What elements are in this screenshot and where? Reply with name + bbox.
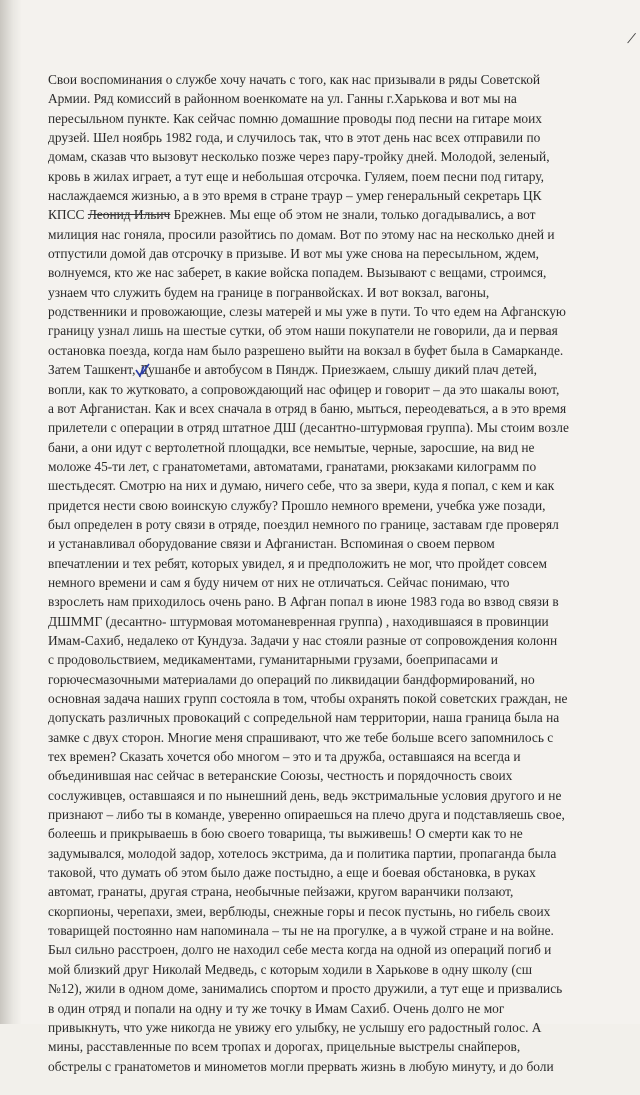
text-line: друзей. Шел ноябрь 1982 года, и случилось так, что в этот день нас всех отправили по xyxy=(48,130,541,146)
text-line: волнуемся, кто же нас заберет, в какие войска попадем. Вызывают с вещами, строимся, xyxy=(48,265,547,281)
text-line: задумывался, молодой задор, хотелось экстрима, да и политика партии, пропаганда была xyxy=(48,845,557,861)
text-line: мой близкий друг Николай Медведь, с которым ходили в Харькове в одну школу (сш xyxy=(48,961,533,977)
text-line: кровь в жилах играет, а тут еще и небольшая отсрочка. Гуляем, поем песни под гитару, xyxy=(48,168,544,184)
text-line: и устанавливал оборудование связи и Афганистан. Вспоминая о своем первом xyxy=(48,536,495,552)
text-line: Имам-Сахиб, недалеко от Кундуза. Задачи у нас стояли разные от сопровождения колонн xyxy=(48,632,558,648)
text-line: шестьдесят. Смотрю на них и думаю, ничего себе, что за звери, куда я попал, с кем и как xyxy=(48,478,555,494)
pen-mark: / xyxy=(625,27,638,49)
text-line: родственники и провожающие, слезы матерей и мы уже в пути. То что едем на Афганскую xyxy=(48,304,566,320)
text-line: границу узнал лишь на шестые сутки, об этом наши покупатели не говорили, да и первая xyxy=(48,323,558,339)
text-line: домам, сказав что вызовут несколько позже через пару-тройку дней. Молодой, зеленый, xyxy=(48,149,550,165)
text-line: бани, а они идут с вертолетной площадки, все немытые, черные, заросшие, на вид не xyxy=(48,439,535,455)
text-line: горючесмазочными материалами до операций по ликвидации бандформирований, но xyxy=(48,671,535,687)
text-line: впечатлении и тех ребят, которых увидел, я и предположить не мог, что пройдет совсем xyxy=(48,555,547,571)
text-line: с продовольствием, медикаментами, гуманитарными грузами, боеприпасами и xyxy=(48,652,498,668)
text-line: моложе 45-ти лет, с гранатометами, автоматами, гранатами, рюкзаками килограмм по xyxy=(48,458,537,474)
text-line: прилетели с операции в отряд штатное ДШ (десантно-штурмовая группа). Мы стоим возле xyxy=(48,420,569,436)
text-line: ДШММГ (десантно- штурмовая мотоманевренная группа) , находившаяся в провинции xyxy=(48,613,549,629)
text-line: тех времен? Сказать хочется обо многом – это и та дружба, оставшаяся на всегда и xyxy=(48,749,521,765)
text-line: Был сильно расстроен, долго не находил себе места когда на одной из операций погиб и xyxy=(48,942,552,958)
text-line: был определен в роту связи в отряде, поездил немного по границе, заставам где проверял xyxy=(48,516,559,532)
text-line: наслаждаемся жизнью, а в это время в стране траур – умер генеральный секретарь ЦК xyxy=(48,188,542,204)
text-line: Затем Ташкент, Душанбе и автобусом в Пяндж. Приезжаем, слышу дикий плач детей, xyxy=(48,362,538,378)
text-line: Свои воспоминания о службе хочу начать с того, как нас призывали в ряды Советской xyxy=(48,72,541,87)
handwritten-correction-mark xyxy=(134,362,152,384)
text-line: таковой, что думать об этом было даже постыдно, а еще и боевая обстановка, в руках xyxy=(48,865,536,881)
text-line: милиция нас гоняла, просили разойтись по домам. Вот по этому нас на несколько дней и xyxy=(48,226,555,242)
memoir-text xyxy=(48,70,636,1095)
text-line: узнаем что служить будем на границе в погранвойсках. И вот вокзал, вагоны, xyxy=(48,284,490,300)
text-line: вопли, как то жутковато, а сопровождающий нас офицер и говорит – да это шакалы воют, xyxy=(48,381,560,397)
text-line: пересыльном пункте. Как сейчас помню домашние проводы под песни на гитаре моих xyxy=(48,110,542,126)
text-line: основная задача наших групп состояла в том, чтобы охранять покой советских граждан, не xyxy=(48,691,568,706)
text-line: болеешь и прикрываешь в бою своего товарища, ты выживешь! О смерти как то не xyxy=(48,826,523,842)
text-line: отпустили домой дав отсрочку в призыве. И вот мы уже снова на пересыльном, ждем, xyxy=(48,246,540,262)
struck-text: Леонид Ильич xyxy=(87,207,171,223)
text-line: объединившая нас сейчас в ветеранские Союзы, честность и порядочность своих xyxy=(48,768,513,784)
text-line: №12), жили в одном доме, занимались спортом и просто дружили, а тут еще и призвались xyxy=(48,981,563,997)
text-line: мины, расставленные по всем тропах и дорогах, прицельные выстрелы снайперов, xyxy=(48,1039,521,1055)
text-line: придется нести свою воинскую службу? Прошло немного времени, учебка уже позади, xyxy=(48,497,546,513)
text-line: привыкнуть, что уже никогда не увижу его улыбку, не услышу его радостный голос. А xyxy=(48,1019,542,1035)
text-line: а вот Афганистан. Как и всех сначала в отряд в баню, мыться, переодеваться, а в это время xyxy=(48,400,567,416)
text-line-strikethrough: КПСС Леонид Ильич Брежнев. Мы еще об этом не знали, только догадывались, а вот xyxy=(48,207,536,223)
text-line: допускать различных провокаций с сопредельной нам территории, наша граница была на xyxy=(48,710,560,726)
text-line: взрослеть нам приходилось очень рано. В Афган попал в июне 1983 года во взвод связи в xyxy=(48,594,559,610)
text-line: автомат, гранаты, другая страна, необычные пейзажи, кругом варанчики ползают, xyxy=(48,884,514,900)
text-line: остановка поезда, когда нам было разрешено выйти на вокзал в буфет была в Самарканде. xyxy=(48,342,564,358)
text-line: замке с двух сторон. Многие меня спрашивают, что же тебе больше всего запомнилось с xyxy=(48,729,554,745)
text-line xyxy=(48,1076,636,1095)
text-line: в один отряд и попали на одну и ту же точку в Имам Сахиб. Очень долго не мог xyxy=(48,1000,505,1016)
text-line: Армии. Ряд комиссий в районном военкомате на ул. Ганны г.Харькова и вот мы на xyxy=(48,91,517,107)
text-line: признают – либо ты в команде, уверенно опираешься на плечо друга и подставляешь свое, xyxy=(48,807,565,823)
text-line: обстрелы с гранатометов и минометов могли прервать жизнь в любую минуту, и до боли xyxy=(48,1058,554,1074)
text-line: сослуживцев, оставшаяся и по нынешний день, ведь экстримальные условия другого и не xyxy=(48,787,562,803)
text-line: товарищей постоянно нам напоминала – ты не на прогулке, а в чужой стране и на войне. xyxy=(48,923,554,939)
text-line: немного времени и сам я буду ничем от них не отличаться. Сейчас понимаю, что xyxy=(48,574,510,590)
text-line: скорпионы, черепахи, змеи, верблюды, снежные горы и песок пустынь, но гибель своих xyxy=(48,903,551,919)
